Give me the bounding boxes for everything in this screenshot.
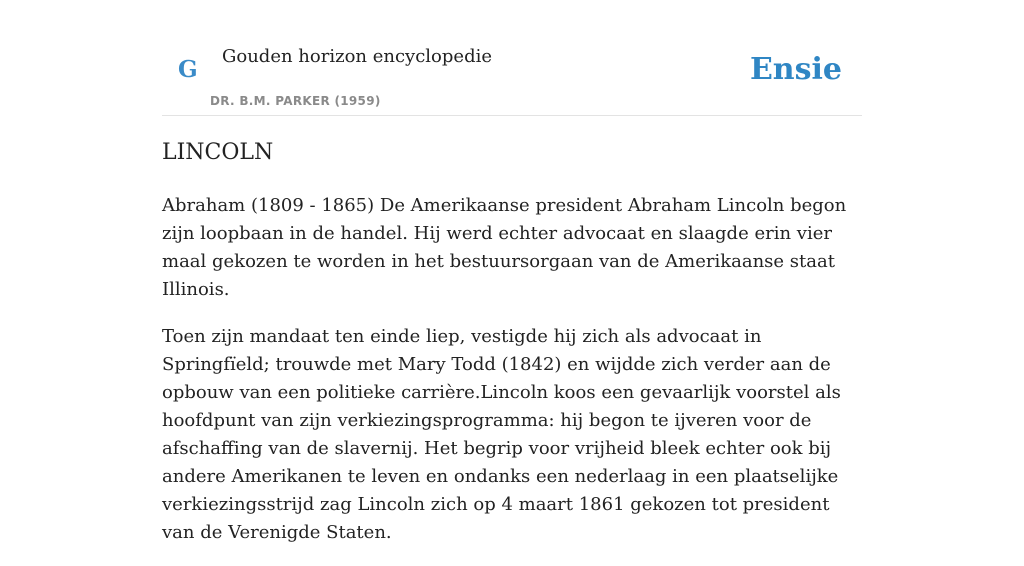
book-author: DR. B.M. PARKER (1959) (210, 94, 381, 108)
book-header (162, 0, 862, 116)
book-title-link[interactable]: Gouden horizon encyclopedie (222, 46, 492, 67)
book-logo-icon[interactable]: G (178, 56, 198, 83)
page-container (162, 0, 862, 543)
entry-body (162, 192, 862, 566)
entry-title: LINCOLN (162, 140, 274, 165)
entry-paragraph: Toen zijn mandaat ten einde liep, vestigde hij zich als advocaat in Springfïeld; trouwde met Mary Todd (1842) en wijdde zich verder aan de opbouw van een politieke carrière.Lincoln koos een gevaarlijk voorstel als hoofdpunt van zijn verkiezingsprogramma: hij begon te ijveren voor de afschaffing van de slavernij. Het begrip voor vrijheid bleek echter ook bij andere Amerikanen te leven en ondanks een nederlaag in een plaatselijke verkiezingsstrijd zag Lincoln zich op 4 maart 1861 gekozen tot president van de Verenigde Staten. (162, 326, 841, 543)
ensie-logo-link[interactable]: Ensie (749, 52, 842, 87)
entry-paragraph: Abraham (1809 - 1865) De Amerikaanse president Abraham Lincoln begon zijn loopbaan in de handel. Hij werd echter advocaat en slaagde erin vier maal gekozen te worden in het bestuursorgaan van de Amerikaanse staat Illinois. (162, 195, 847, 300)
